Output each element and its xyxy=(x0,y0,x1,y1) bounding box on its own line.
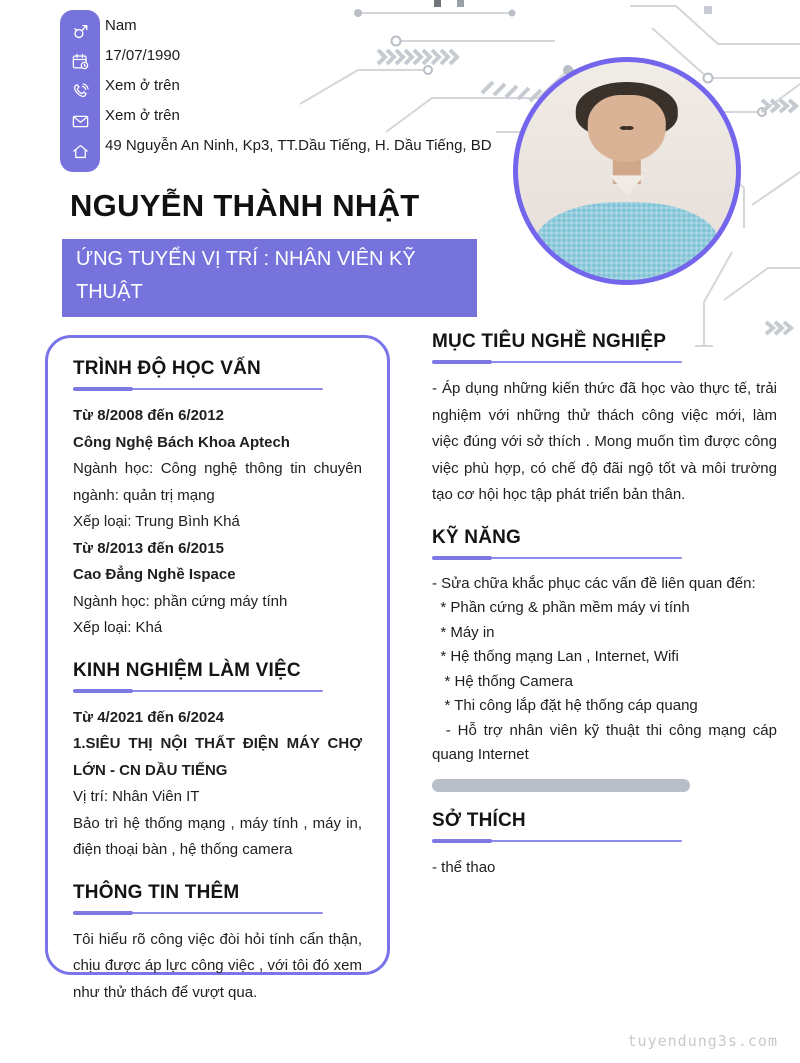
position-banner: ỨNG TUYỂN VỊ TRÍ : NHÂN VIÊN KỸ THUẬT xyxy=(62,239,477,317)
education-entry xyxy=(73,536,362,642)
education-period: Từ 8/2008 đến 6/2012 xyxy=(73,407,224,424)
experience-description: Bảo trì hệ thống mạng , máy tính , máy in, điện thoại bàn , hệ thống camera xyxy=(73,814,362,858)
skill-line: * Hệ thống mạng Lan , Internet, Wifi xyxy=(432,648,679,665)
contact-item-address: 49 Nguyễn An Ninh, Kp3, TT.Dầu Tiếng, H. Dầu Tiếng, BD xyxy=(105,136,492,154)
section-heading-additional-info: THÔNG TIN THÊM xyxy=(73,881,240,903)
experience-role: Vị trí: Nhân Viên IT xyxy=(73,788,200,805)
skill-line: * Phần cứng & phần mềm máy vi tính xyxy=(432,599,690,616)
education-grade: Xếp loại: Trung Bình Khá xyxy=(73,513,240,530)
gender-icon xyxy=(65,16,95,46)
home-icon xyxy=(65,136,95,166)
section-rule xyxy=(73,689,323,693)
contact-item-dob: 17/07/1990 xyxy=(105,46,181,64)
left-column-box xyxy=(45,335,390,1001)
full-name: NGUYỄN THÀNH NHẬT xyxy=(70,188,420,223)
contact-info xyxy=(105,10,492,160)
avatar-shirt xyxy=(535,202,718,285)
avatar-eye xyxy=(625,126,634,130)
skills-list xyxy=(432,572,782,768)
education-major: Ngành học: Công nghệ thông tin chuyên ngành: quản trị mạng xyxy=(73,460,362,504)
objective-text: - Áp dụng những kiến thức đã học vào thực tế, trải nghiệm với những thử thách công việc mới, làm việc đúng với sở thích . Mong muốn tìm được công việc phù hợp, có chế độ đãi ngộ tốt và môi trường tạo cơ hội học tập phát triển bản thân. xyxy=(432,380,777,503)
skill-line: * Thi công lắp đặt hệ thống cáp quang xyxy=(432,697,698,714)
skill-level-bar xyxy=(432,779,690,792)
section-rule xyxy=(73,911,323,915)
additional-info-text: Tôi hiểu rõ công việc đòi hỏi tính cẩn thận, chịu được áp lực công việc , với tôi đó xem như thử thách để vượt qua. xyxy=(73,930,362,1001)
section-rule xyxy=(432,839,682,843)
mail-icon xyxy=(65,106,95,136)
education-entry xyxy=(73,403,362,536)
phone-icon xyxy=(65,76,95,106)
education-school: Công Nghệ Bách Khoa Aptech xyxy=(73,433,290,451)
experience-entry xyxy=(73,705,362,864)
calendar-icon xyxy=(65,46,95,76)
education-grade: Xếp loại: Khá xyxy=(73,619,163,636)
contact-item-gender: Nam xyxy=(105,16,137,34)
contact-item-phone: Xem ở trên xyxy=(105,76,180,94)
hobbies-text: - thể thao xyxy=(432,858,496,876)
section-rule xyxy=(432,556,682,560)
skill-line: * Hệ thống Camera xyxy=(432,672,573,690)
section-heading-skills: KỸ NĂNG xyxy=(432,526,522,548)
section-heading-experience: KINH NGHIỆM LÀM VIỆC xyxy=(73,659,301,681)
avatar-face xyxy=(588,95,666,163)
education-school: Cao Đẳng Nghề Ispace xyxy=(73,566,236,583)
section-rule xyxy=(432,360,682,364)
skill-line: - Sửa chữa khắc phục các vấn đề liên quan đến: xyxy=(432,574,756,592)
right-column xyxy=(432,330,782,881)
education-major: Ngành học: phần cứng máy tính xyxy=(73,592,288,610)
skill-line: * Máy in xyxy=(432,623,495,641)
education-period: Từ 8/2013 đến 6/2015 xyxy=(73,539,224,557)
avatar-collar xyxy=(610,175,645,195)
experience-company: 1.SIÊU THỊ NỘI THẤT ĐIỆN MÁY CHỢ LỚN - CN DẦU TIẾNG xyxy=(73,735,362,779)
section-heading-objective: MỤC TIÊU NGHỀ NGHIỆP xyxy=(432,331,667,352)
skill-line: - Hỗ trợ nhân viên kỹ thuật thi công mạng cáp quang Internet xyxy=(432,721,782,763)
contact-icon-strip xyxy=(60,10,100,172)
footer-brand: tuyendung3s.com xyxy=(627,1032,778,1050)
section-rule xyxy=(73,387,323,391)
section-heading-education: TRÌNH ĐỘ HỌC VẤN xyxy=(73,358,261,379)
contact-item-email: Xem ở trên xyxy=(105,106,180,124)
section-heading-hobbies: SỞ THÍCH xyxy=(432,809,526,831)
experience-period: Từ 4/2021 đến 6/2024 xyxy=(73,708,224,726)
profile-photo xyxy=(513,57,741,285)
